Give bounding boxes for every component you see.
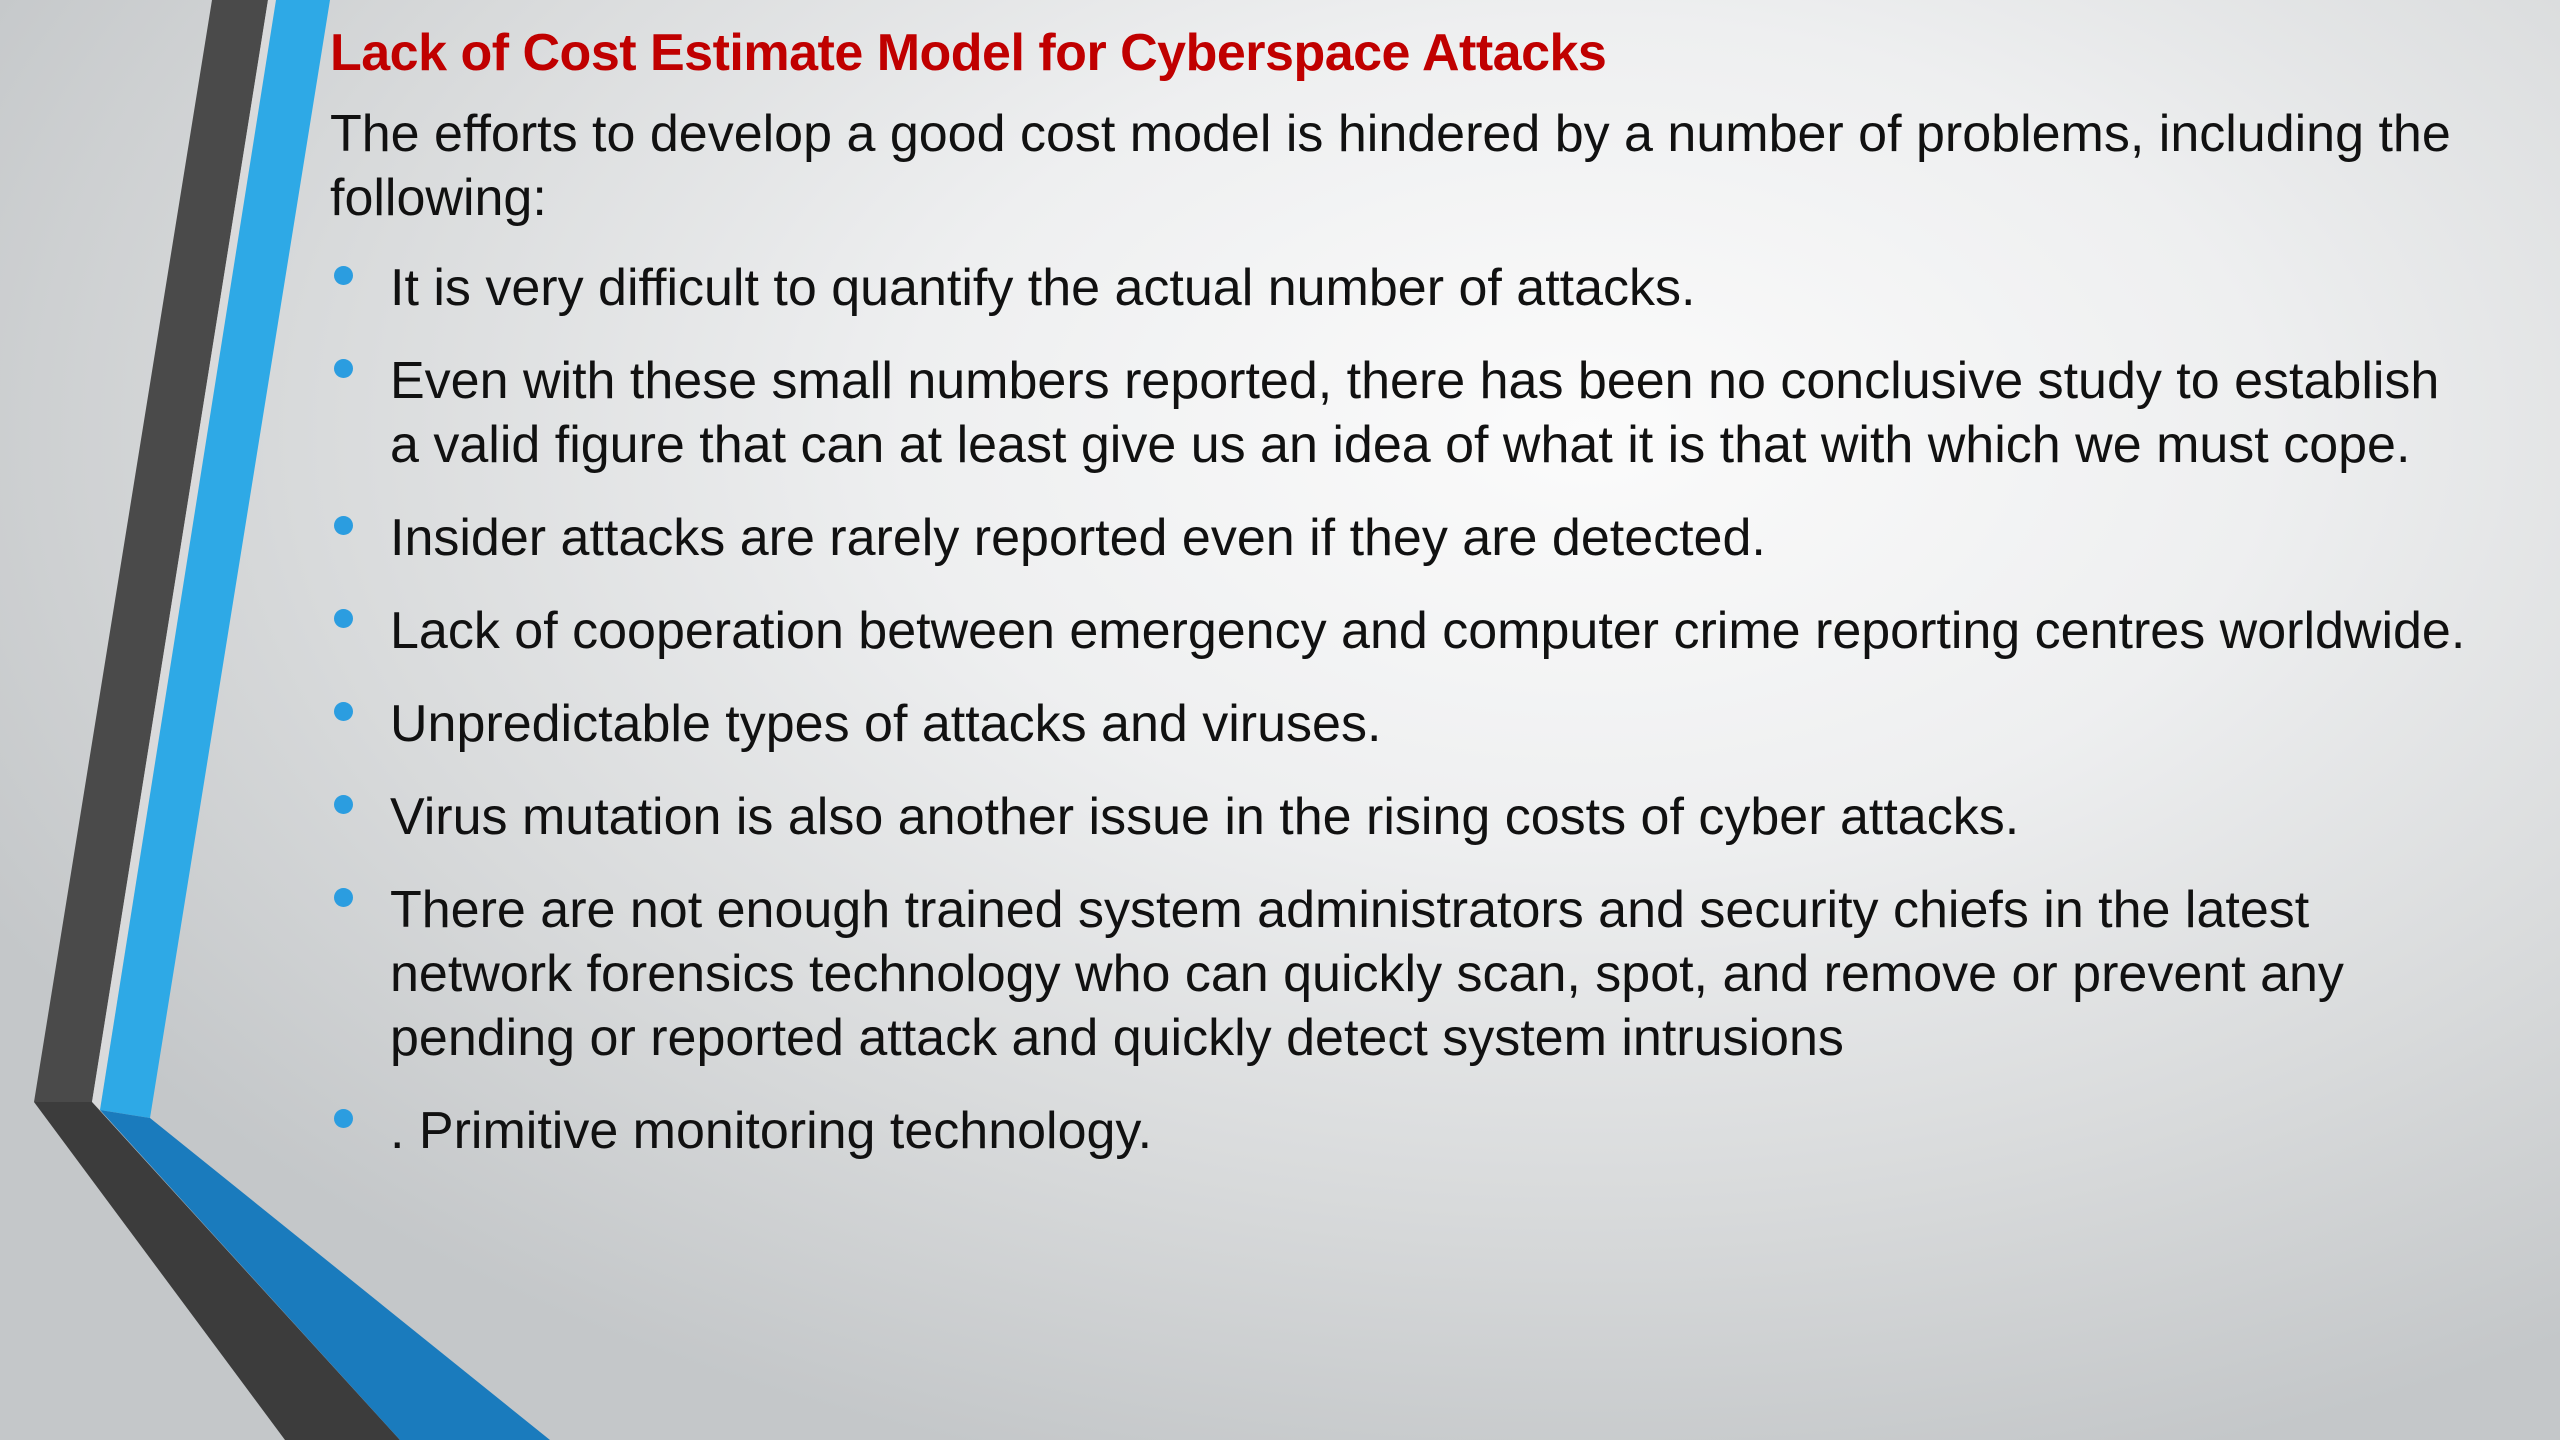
bullet-dot-icon xyxy=(334,516,353,535)
bullet-dot-icon xyxy=(334,1109,353,1128)
bullet-item xyxy=(330,349,2470,477)
bullet-dot-icon xyxy=(334,702,353,721)
bullet-text: . Primitive monitoring technology. xyxy=(390,1102,1153,1160)
bullet-item xyxy=(330,599,2470,663)
bullet-dot-icon xyxy=(334,266,353,285)
bullet-text: Unpredictable types of attacks and viruses. xyxy=(390,695,1382,753)
bullet-dot-icon xyxy=(334,795,353,814)
slide-content xyxy=(330,18,2470,1192)
bullet-item xyxy=(330,256,2470,320)
bullet-item xyxy=(330,785,2470,849)
intro-paragraph: The efforts to develop a good cost model is hindered by a number of problems, including the following: xyxy=(330,105,2451,227)
bullet-dot-icon xyxy=(334,609,353,628)
bullet-text: Virus mutation is also another issue in the rising costs of cyber attacks. xyxy=(390,788,2020,846)
bullet-item xyxy=(330,506,2470,570)
bullet-text: Lack of cooperation between emergency and computer crime reporting centres worldwide. xyxy=(390,602,2466,660)
bullet-text: It is very difficult to quantify the actual number of attacks. xyxy=(390,259,1696,317)
bullet-item xyxy=(330,1099,2470,1163)
bullet-text: There are not enough trained system administrators and security chiefs in the latest network forensics technology who can quickly scan, spot, and remove or prevent any pending or reported attack and quickly detect system intrusions xyxy=(390,881,2344,1067)
bullet-text: Insider attacks are rarely reported even if they are detected. xyxy=(390,509,1766,567)
bullet-dot-icon xyxy=(334,359,353,378)
bullet-dot-icon xyxy=(334,888,353,907)
bullet-text: Even with these small numbers reported, there has been no conclusive study to establish a valid figure that can at least give us an idea of what it is that with which we must cope. xyxy=(390,352,2440,474)
bullet-list xyxy=(330,256,2470,1163)
slide-title: Lack of Cost Estimate Model for Cyberspace Attacks xyxy=(330,24,1607,82)
decor-light-strip xyxy=(92,0,276,1110)
bullet-item xyxy=(330,878,2470,1070)
bullet-item xyxy=(330,692,2470,756)
